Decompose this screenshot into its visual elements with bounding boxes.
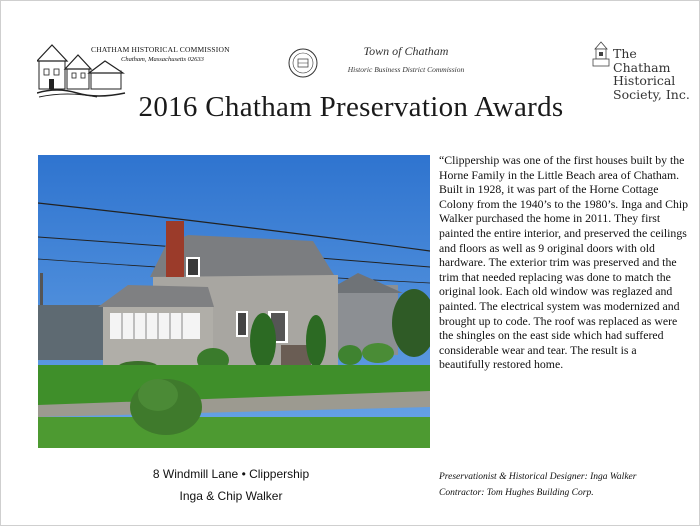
credits	[439, 469, 699, 501]
town-seal-icon	[288, 48, 318, 78]
house-photo	[38, 155, 430, 448]
page-title: 2016 Chatham Preservation Awards	[138, 91, 564, 123]
contractor-credit: Contractor: Tom Hughes Building Corp.	[439, 488, 594, 498]
designer-credit: Preservationist & Historical Designer: Inga Walker	[439, 472, 637, 482]
description-text: “Clippership was one of the first houses built by the Horne Family in the Little Beach area of Chatham. Built in 1928, it was part of the Horne Cottage Colony from the 1940’s to the 1980’s. Inga and Chip Walker purchased the home in 2011. They first painted the entire interior, and preserved the ceilings and floors as well as 9 original doors with old hardware. The exterior trim was preserved and the trim that needed replacing was done to match the original look. Each old window was reglazed and painted. The electrical system was modernized and brought up to code. The roof was replaced as were the shingles on the east side which had suffered considerable wear and tear. The result is a beautifully restored home.	[439, 153, 689, 372]
society-line: The	[613, 46, 637, 61]
town-subtitle: Historic Business District Commission	[347, 65, 465, 74]
commission-name: CHATHAM HISTORICAL COMMISSION	[91, 45, 230, 54]
commission-label	[91, 45, 251, 65]
society-line: Chatham	[613, 59, 671, 75]
society-line: Society, Inc.	[613, 86, 690, 102]
photo-caption	[121, 463, 341, 507]
town-title: Town of Chatham	[363, 44, 449, 58]
address-line: 8 Windmill Lane • Clippership	[152, 467, 310, 481]
town-heading	[331, 44, 481, 74]
commission-address: Chatham, Massachusetts 02633	[121, 56, 204, 63]
owners-line: Inga & Chip Walker	[179, 489, 283, 503]
society-line: Historical	[613, 73, 676, 88]
tower-icon	[591, 41, 611, 67]
